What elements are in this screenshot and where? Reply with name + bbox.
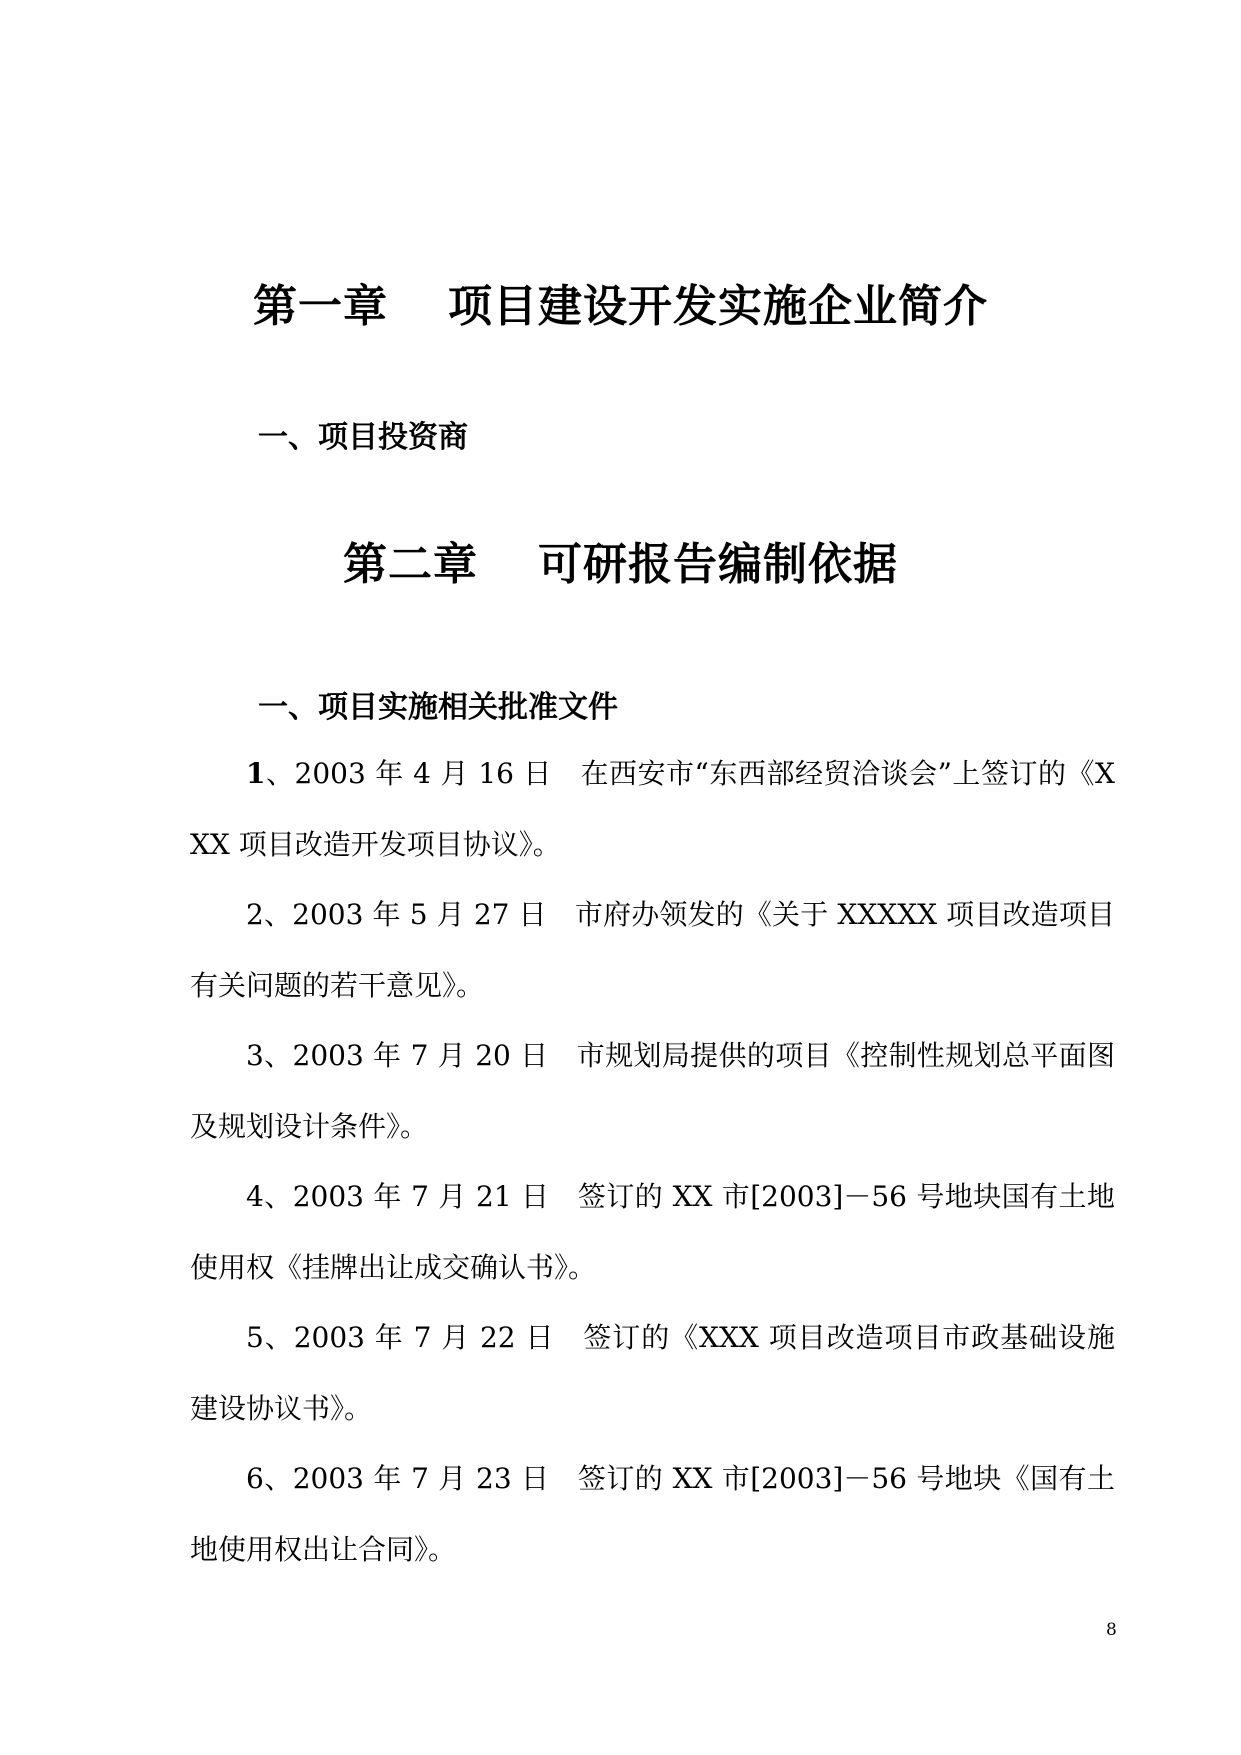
chapter-1-title	[0, 277, 1241, 337]
item-text: 、2003 年 5 月 27 日 市府办领发的《关于 XXXXX 项目改造项目有关问题的若干意见》。	[190, 898, 1115, 1002]
item-text: 、2003 年 7 月 22 日 签订的《XXX 项目改造项目市政基础设施建设协议书》。	[190, 1321, 1115, 1425]
chapter-2-title	[0, 535, 1241, 595]
approval-document-item	[190, 1302, 1115, 1444]
item-number: 1	[246, 757, 266, 790]
approval-document-item	[190, 738, 1115, 880]
item-text: 、2003 年 7 月 23 日 签订的 XX 市[2003]－56 号地块《国有土地使用权出让合同》。	[190, 1462, 1115, 1566]
chapter-2-name: 可研报告编制依据	[538, 539, 898, 590]
approval-document-item	[190, 1020, 1115, 1162]
chapter-1-section-heading: 一、项目投资商	[258, 420, 468, 455]
page-number: 8	[1106, 1620, 1117, 1640]
item-number: 2	[246, 898, 264, 931]
approval-document-item	[190, 879, 1115, 1021]
chapter-2-number: 第二章	[343, 539, 478, 590]
item-text: 、2003 年 7 月 20 日 市规划局提供的项目《控制性规划总平面图及规划设计条件》。	[190, 1039, 1115, 1143]
item-number: 6	[246, 1462, 264, 1495]
item-number: 4	[246, 1180, 264, 1213]
chapter-1-number: 第一章	[253, 281, 388, 332]
item-number: 3	[246, 1039, 264, 1072]
approval-document-item	[190, 1161, 1115, 1303]
approval-document-item	[190, 1443, 1115, 1585]
chapter-1-name: 项目建设开发实施企业简介	[448, 281, 988, 332]
item-text: 、2003 年 4 月 16 日 在西安市“东西部经贸洽谈会”上签订的《XXX 项目改造开发项目协议》。	[190, 757, 1115, 861]
item-text: 、2003 年 7 月 21 日 签订的 XX 市[2003]－56 号地块国有土地使用权《挂牌出让成交确认书》。	[190, 1180, 1115, 1284]
item-number: 5	[246, 1321, 264, 1354]
chapter-2-section-heading: 一、项目实施相关批准文件	[258, 690, 618, 725]
